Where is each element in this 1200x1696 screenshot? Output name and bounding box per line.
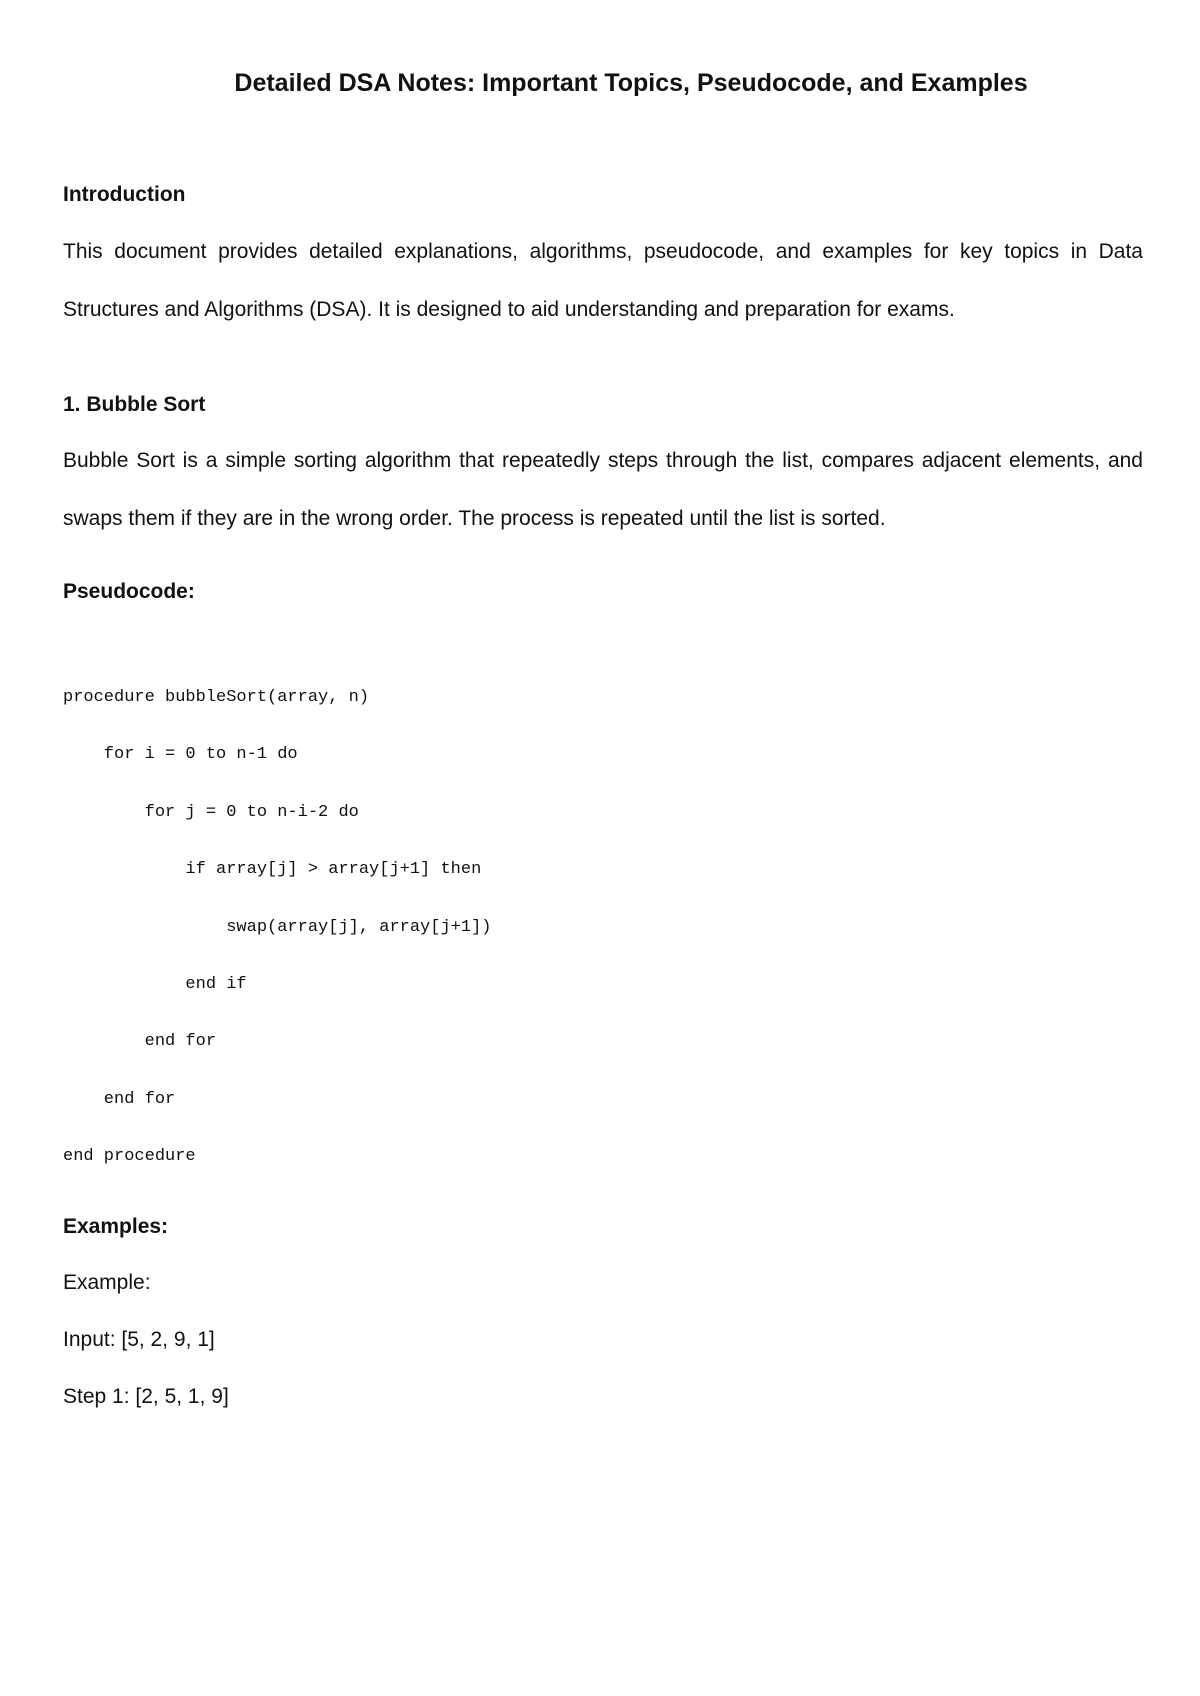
section-heading: 1. Bubble Sort — [63, 393, 206, 416]
example-line: Example: — [63, 1270, 151, 1294]
section-paragraph: Bubble Sort is a simple sorting algorithm that repeatedly steps through the list, compares adjacent elements, and swaps them if they are in the wrong order. The process is repeated until the list is sorted. — [63, 449, 1143, 530]
example-line: Input: [5, 2, 9, 1] — [63, 1327, 215, 1351]
code-line: for j = 0 to n-i-2 do — [63, 802, 359, 822]
document-title: Detailed DSA Notes: Important Topics, Pseudocode, and Examples — [234, 69, 1028, 97]
code-line: procedure bubbleSort(array, n) — [63, 688, 370, 707]
code-line: end for — [63, 1089, 176, 1109]
section-bubble-sort — [63, 390, 1143, 1425]
code-line: end procedure — [63, 1147, 196, 1167]
example-line: Step 1: [2, 5, 1, 9] — [63, 1384, 229, 1408]
code-line: swap(array[j], array[j+1]) — [63, 917, 492, 937]
code-line: end if — [63, 974, 247, 994]
code-line: if array[j] > array[j+1] then — [63, 860, 482, 880]
document-body — [63, 180, 1143, 1425]
introduction-heading: Introduction — [63, 183, 186, 206]
pseudocode-heading: Pseudocode: — [63, 580, 195, 603]
code-line: end for — [63, 1032, 217, 1052]
pseudocode-block — [63, 669, 1143, 1186]
code-line: for i = 0 to n-1 do — [63, 745, 298, 765]
examples-heading: Examples: — [63, 1214, 169, 1238]
introduction-paragraph: This document provides detailed explanations, algorithms, pseudocode, and examples for key topics in Data Structures and Algorithms (DSA). It is designed to aid understanding and preparation for exams. — [63, 240, 1143, 321]
